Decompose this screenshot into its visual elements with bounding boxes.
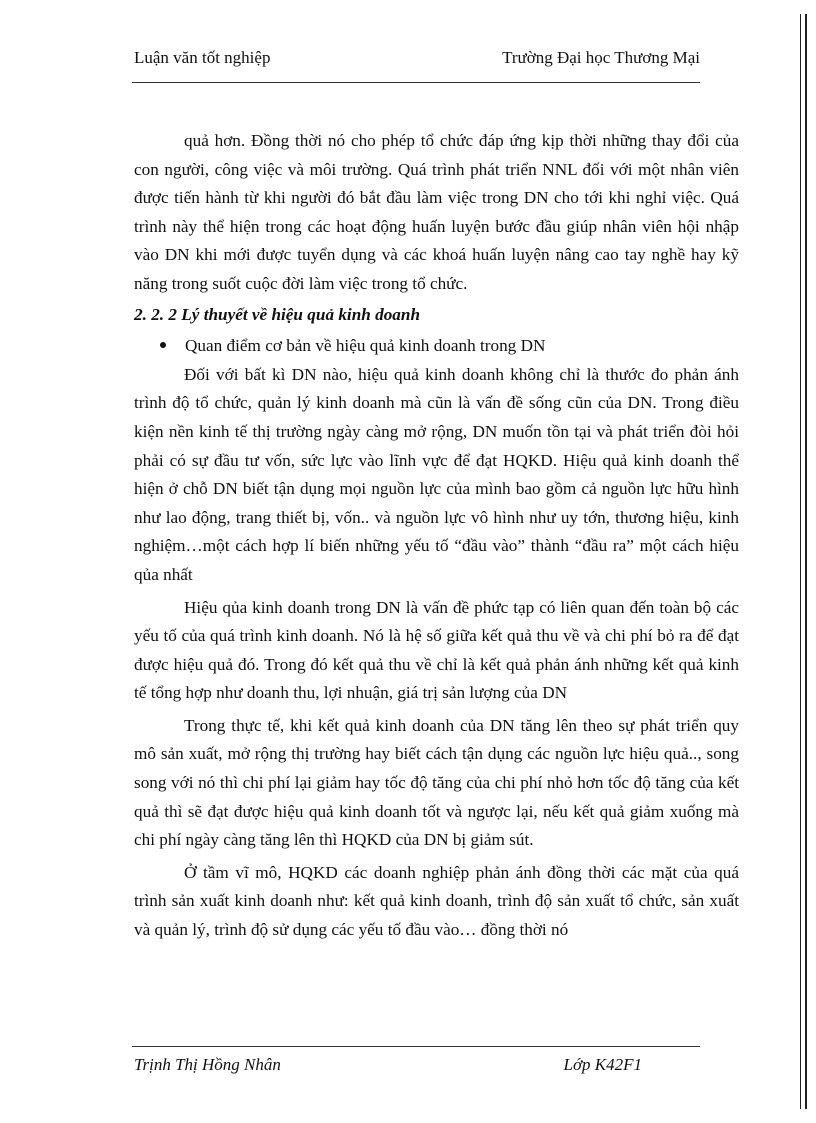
- page-border-line: [800, 14, 801, 1109]
- paragraph-3: Trong thực tế, khi kết quả kinh doanh của DN tăng lên theo sự phát triển quy mô sản xuất, mở rộng thị trường hay biết cách tận dụng các nguồn lực hiệu quả.., song song với nó thì chi phí lại giảm hay tốc độ tăng của chi phí nhỏ hơn tốc độ tăng của kết quả thì sẽ đạt được hiệu quả kinh doanh tốt và ngược lại, nếu kết quả giảm xuống mà chi phí ngày càng tăng lên thì HQKD của DN bị giảm sút.: [134, 715, 739, 850]
- footer-author: Trịnh Thị Hồng Nhân: [134, 1055, 281, 1074]
- page-footer: [134, 1055, 700, 1075]
- bullet-text: Quan điểm cơ bản về hiệu quả kinh doanh trong DN: [185, 336, 546, 356]
- paragraph-4: Ở tầm vĩ mô, HQKD các doanh nghiệp phản ánh đồng thời các mặt của quá trình sản xuất kinh doanh như: kết quả kinh doanh, trình độ sản xuất tổ chức, sản xuất và quản lý, trình độ sử dụng các yếu tố đầu vào… đồng thời nó: [134, 862, 739, 940]
- document-body: [134, 127, 739, 945]
- footer-class: Lớp K42F1: [563, 1055, 642, 1074]
- paragraph-continued: quả hơn. Đồng thời nó cho phép tổ chức đáp ứng kịp thời những thay đổi của con người, công việc và môi trường. Quá trình phát triển NNL đối với một nhân viên được tiến hành từ khi người đó bắt đầu làm việc trong DN cho tới khi nghỉ việc. Quá trình này thể hiện trong các hoạt động huấn luyện bước đầu giúp nhân viên hội nhập vào DN khi mới được tuyển dụng và các khoá huấn luyện nâng cao tay nghề hay kỹ năng trong suốt cuộc đời làm việc trong tổ chức.: [134, 131, 739, 293]
- section-heading: 2. 2. 2 Lý thuyết về hiệu quả kinh doanh: [134, 304, 421, 324]
- footer-rule: [132, 1046, 700, 1047]
- page-header: [134, 48, 700, 68]
- bullet-item: [134, 332, 739, 361]
- header-rule: [132, 82, 700, 83]
- header-left: Luận văn tốt nghiệp: [134, 48, 271, 67]
- paragraph-2: Hiệu qủa kinh doanh trong DN là vấn đề phức tạp có liên quan đến toàn bộ các yếu tố của quá trình kinh doanh. Nó là hệ số giữa kết quả thu về và chi phí bỏ ra để đạt được hiệu quả đó. Trong đó kết quả thu về chỉ là kết quả phản ánh những kết quả kinh tế tổng hợp như doanh thu, lợi nhuận, giá trị sản lượng của DN: [134, 597, 739, 703]
- page-border-line-thick: [805, 14, 807, 1109]
- header-right: Trường Đại học Thương Mại: [502, 48, 700, 67]
- paragraph-1: Đối với bất kì DN nào, hiệu quả kinh doanh không chỉ là thước đo phản ánh trình độ tổ chức, quản lý kinh doanh mà cũn là vấn đề sống cũn của DN. Trong điều kiện nền kinh tế thị trường ngày càng mở rộng, DN muốn tồn tại và phát triển đòi hỏi phải có sự đầu tư vốn, sức lực vào lĩnh vực để đạt HQKD. Hiệu quả kinh doanh thể hiện ở chỗ DN biết tận dụng mọi nguồn lực của mình bao gồm cả nguồn lực hữu hình như lao động, trang thiết bị, vốn.. và nguồn lực vô hình như uy tớn, thương hiệu, kinh nghiệm…một cách hợp lí biến những yếu tố “đầu vào” thành “đầu ra” một cách hiệu qủa nhất: [134, 364, 739, 584]
- bullet-icon: [160, 342, 166, 348]
